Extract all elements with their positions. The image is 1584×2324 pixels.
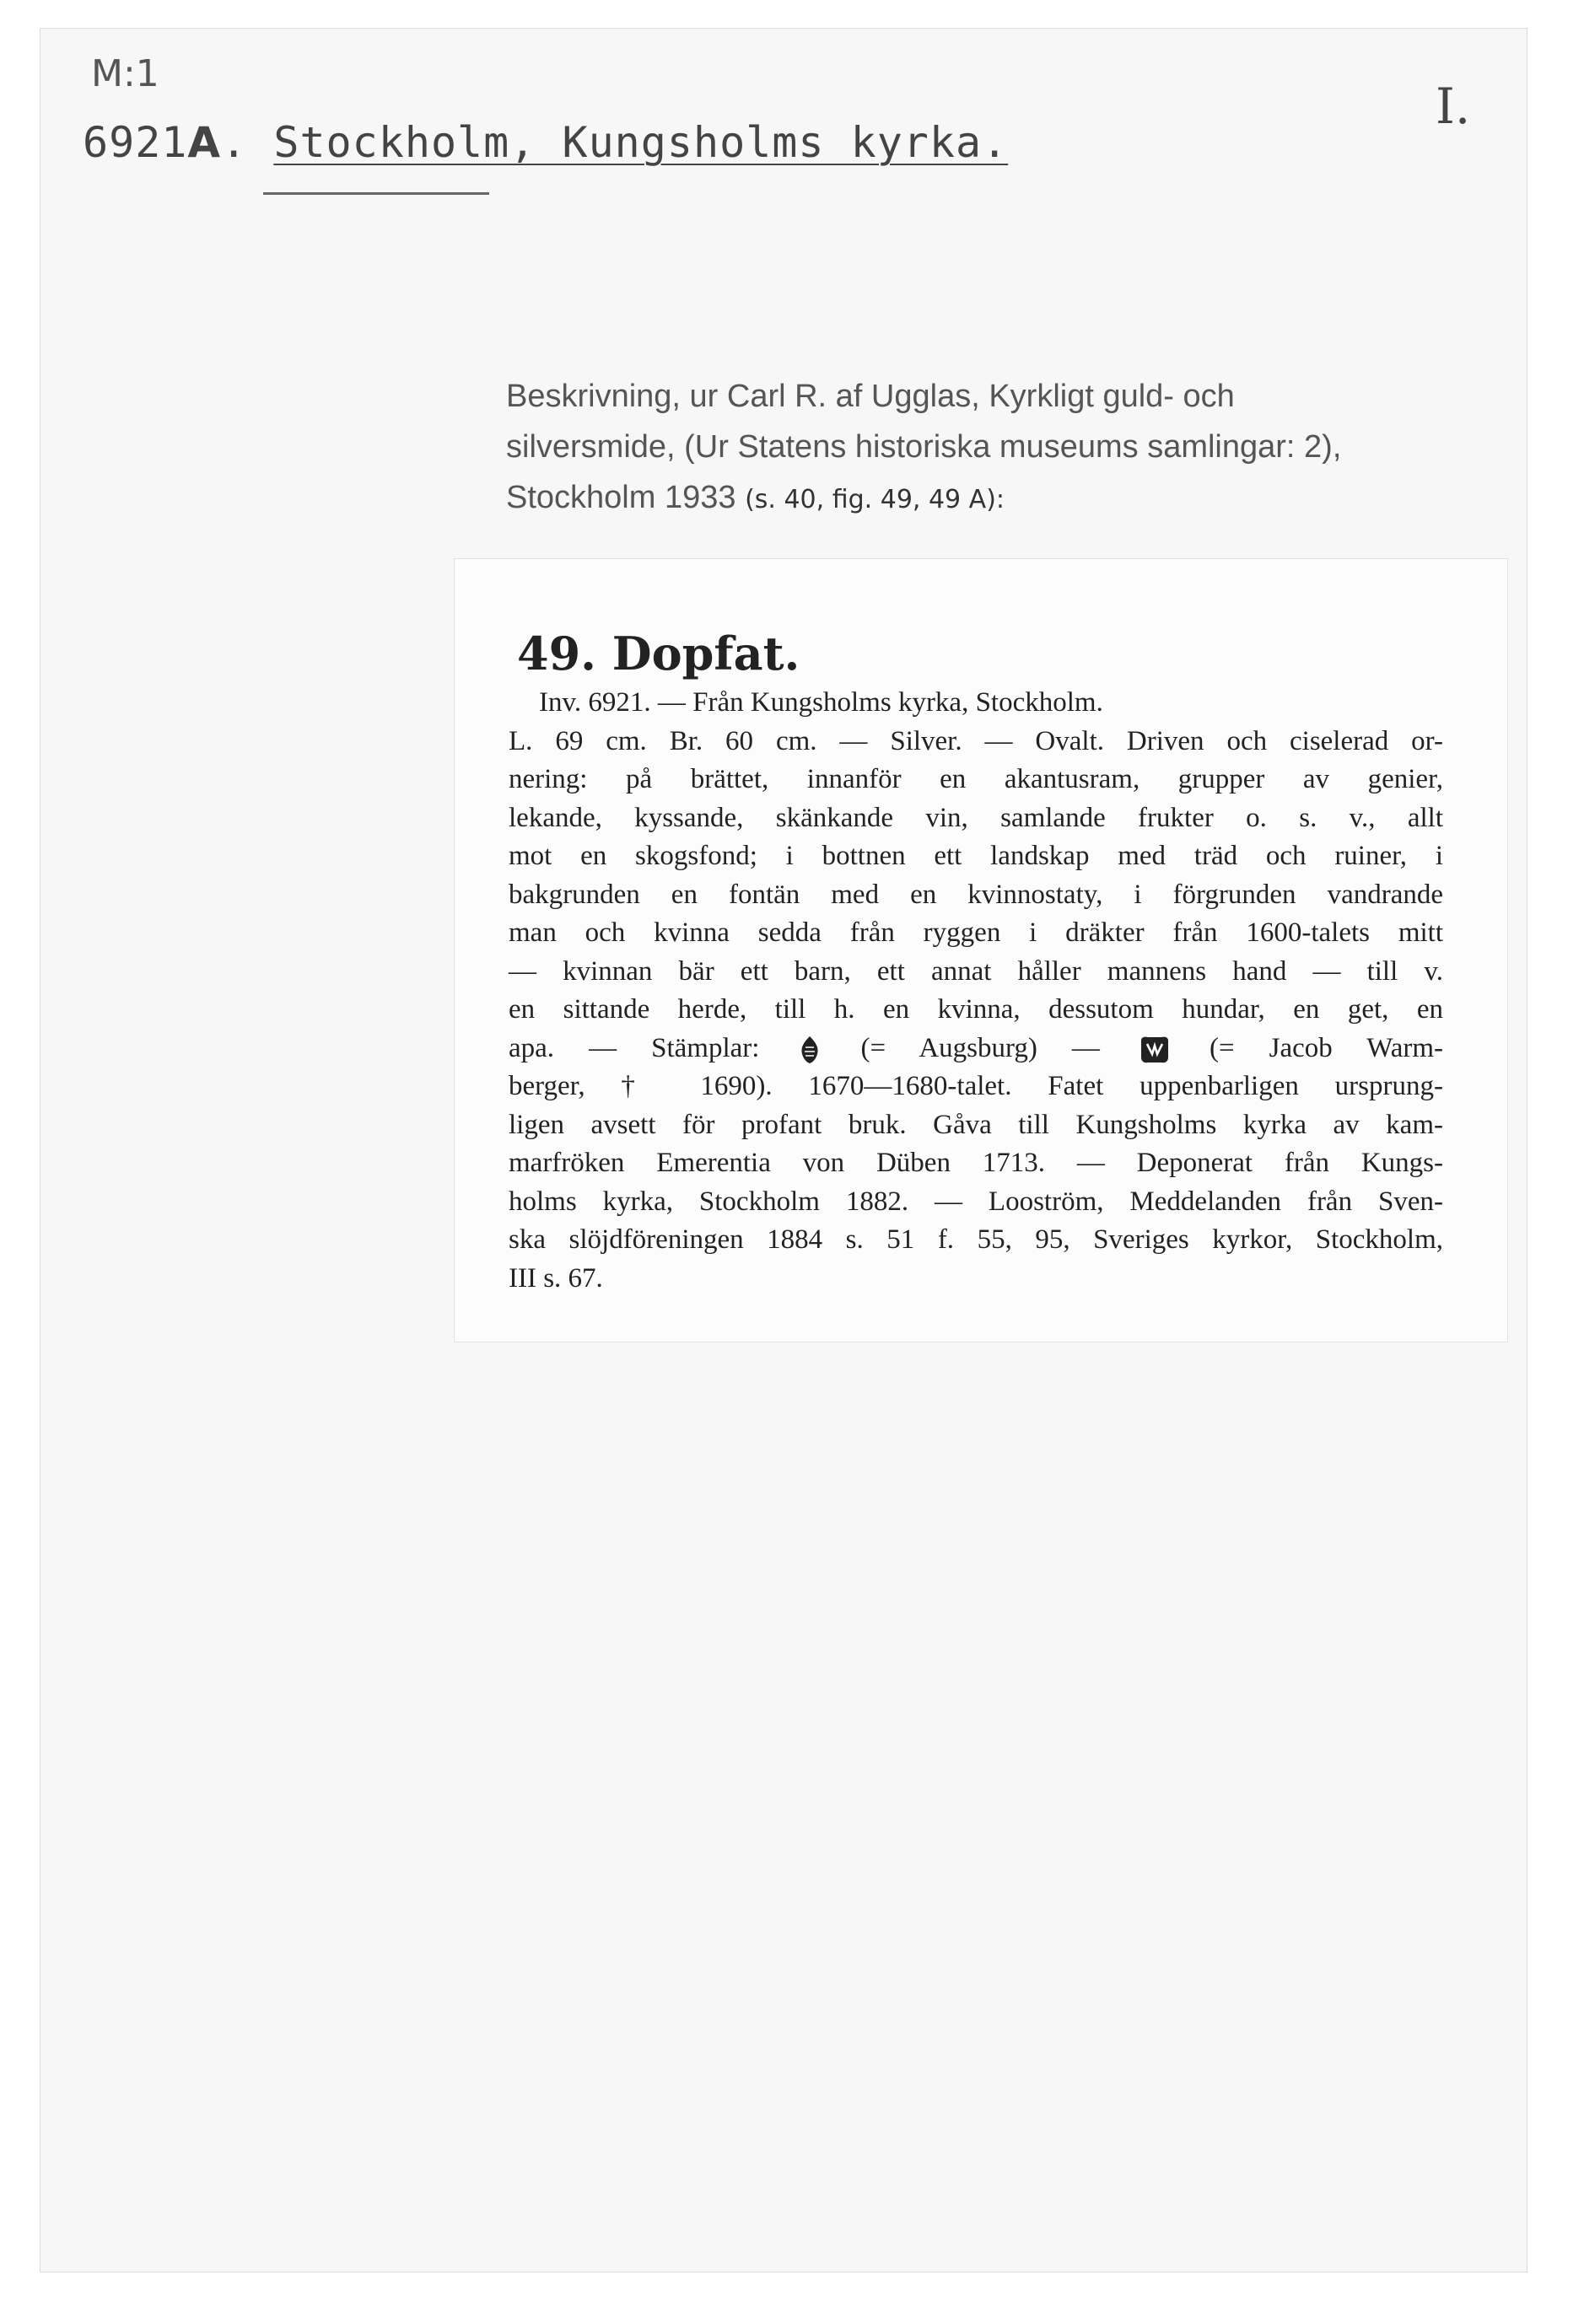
maker-mark-stamp-icon [1140,1036,1170,1064]
entry-line-stamps [509,1030,1443,1068]
entry-line: L. 69 cm. Br. 60 cm. — Silver. — Ovalt. Driven och ciselerad or- [509,725,1443,756]
entry-line: lekande, kyssande, skänkande vin, samlande frukter o. s. v., allt [509,802,1443,833]
augsburg-note: (= Augsburg) — [860,1032,1100,1063]
place-name: Stockholm, Kungsholms kyrka. [273,118,1009,167]
entry-line: marfröken Emerentia von Düben 1713. — Deponerat från Kungs- [509,1148,1443,1178]
handwritten-pages: (s. 40, fig. 49, 49 A): [745,485,1005,514]
inventory-number: 6921 [83,118,188,167]
entry-line: berger, † 1690). 1670—1680-talet. Fatet uppenbarligen ursprung- [509,1071,1443,1101]
entry-line: ligen avsett för profant bruk. Gåva till Kungsholms kyrka av kam- [509,1109,1443,1140]
entry-line: bakgrunden en fontän med en kvinnostaty, i förgrunden vandrande [509,879,1443,910]
stamps-label: apa. — Stämplar: [509,1032,760,1063]
entry-line: nering: på brättet, innanför en akantusram, grupper av genier, [509,764,1443,794]
warmberger-note: (= Jacob Warm- [1210,1032,1444,1063]
source-citation [506,371,1459,525]
pine-cone-stamp-icon [799,1036,821,1064]
source-line-2: silversmide, (Ur Statens historiska museums samlingar: 2), [506,429,1342,465]
entry-line: man och kvinna sedda från ryggen i dräkter från 1600-talets mitt [509,917,1443,948]
pasted-clipping [454,558,1508,1342]
entry-line: Inv. 6921. — Från Kungsholms kyrka, Stockholm. [539,687,1103,718]
entry-line: mot en skogsfond; i bottnen ett landskap med träd och ruiner, i [509,841,1443,871]
entry-line: holms kyrka, Stockholm 1882. — Looström, Meddelanden från Sven- [509,1186,1443,1217]
entry-line: en sittande herde, till h. en kvinna, dessutom hundar, en get, en [509,994,1443,1025]
entry-body [509,684,1443,1298]
catalogue-mark: M:1 [91,52,159,95]
entry-line: — kvinnan bär ett barn, ett annat håller mannens hand — till v. [509,955,1443,987]
source-year: Stockholm 1933 [506,480,736,515]
card-title [83,118,1008,167]
source-line-3 [506,472,1459,525]
source-line-1: Beskrivning, ur Carl R. af Ugglas, Kyrkligt guld- och [506,379,1235,414]
entry-title: 49. Dopfat. [517,627,800,681]
entry-line: ska slöjdföreningen 1884 s. 51 f. 55, 95, Sveriges kyrkor, Stockholm, [509,1224,1443,1255]
sheet-number: I. [1436,78,1471,135]
entry-line: III s. 67. [509,1262,603,1294]
inventory-letter: A [187,118,222,167]
title-separator: . [221,118,248,167]
title-rule [263,192,489,195]
